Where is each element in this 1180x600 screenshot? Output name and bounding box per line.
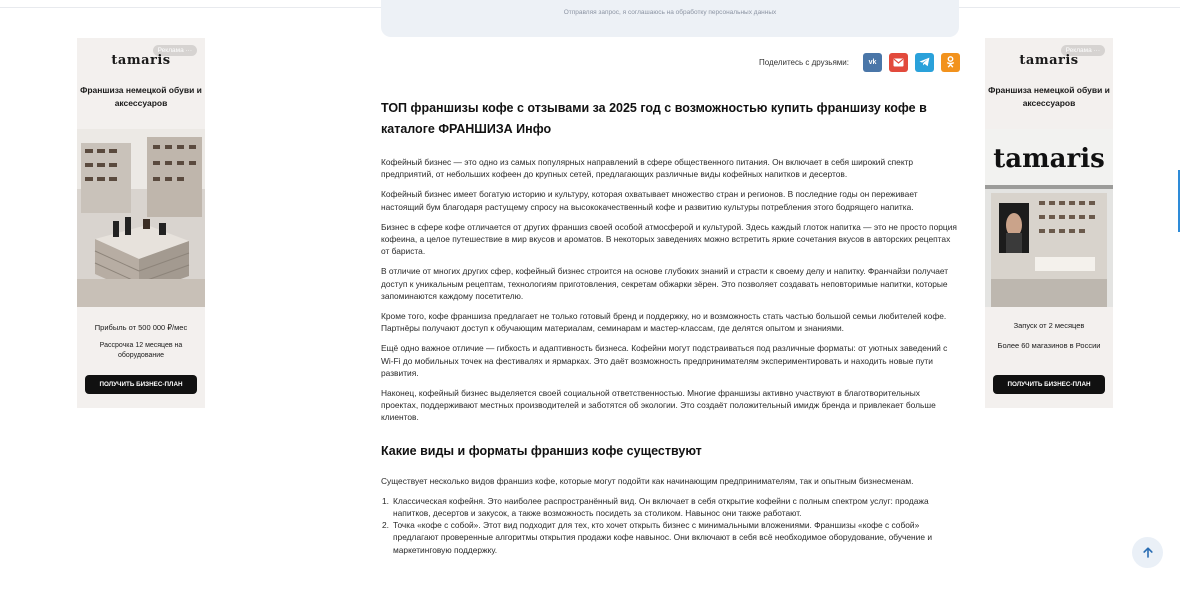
ad-profit-text: Прибыль от 500 000 ₽/мес xyxy=(94,323,188,332)
ad-stores-text: Более 60 магазинов в России xyxy=(997,341,1101,350)
article-paragraph: Наконец, кофейный бизнес выделяется своей социальной ответственностью. Многие франшизы активно участвуют в благотворительных проектах, поддерживают местных производителей и заботятся об экологии. Это создаёт положительный имидж бренда и привлекает больше клиентов. xyxy=(381,388,936,423)
storefront-photo xyxy=(985,129,1113,307)
formats-list xyxy=(381,495,959,556)
ad-label: Реклама ··· xyxy=(153,45,197,56)
ad-launch-text: Запуск от 2 месяцев xyxy=(1013,321,1085,330)
article-paragraph: Кофейный бизнес — это одно из самых популярных направлений в сфере общественного питания. Он включает в себя широкий спектр предприятий, от небольших кофеен до крупных сетей, предлагающих различные виды кофейных напитков и десертов. xyxy=(381,157,914,180)
share-label: Поделитесь с друзьями: xyxy=(758,57,849,67)
section-intro: Существует несколько видов франшиз кофе, которые могут подойти как начинающим предпринимателям, так и опытным бизнесменам. xyxy=(381,475,914,486)
consent-text: Отправляя запрос, я соглашаюсь на обработку персональных данных xyxy=(563,9,777,16)
ad-label: Реклама ··· xyxy=(1061,45,1105,56)
article-paragraph: Кофейный бизнес имеет богатую историю и культуру, которая охватывает множество стран и регионов. В последние годы он переживает настоящий бум благодаря растущему спросу на высококачественный кофе и развитию культуры потребления этого бодрящего напитка. xyxy=(381,189,918,212)
share-ok-button[interactable] xyxy=(941,53,960,72)
article-paragraph: Бизнес в сфере кофе отличается от других франшиз своей особой атмосферой и культурой. Здесь каждый глоток напитка — это не просто порция кофеина, а целое путешествие в мир вкусов и ароматов. В некоторых заведениях можно встретить яркие сочетания вкусов в авторских рецептах от бариста. xyxy=(381,221,957,257)
list-item-text: Точка «кофе с собой». Этот вид подходит для тех, кто хочет открыть бизнес с минимальными вложениями. Франшизы «кофе с собой» предлагают проверенные алгоритмы открытия продажи кофе навынос. Они включают в себя всё необходимое оборудование, обучение и маркетинговую поддержку. xyxy=(393,520,933,555)
get-business-plan-button[interactable]: ПОЛУЧИТЬ БИЗНЕС-ПЛАН xyxy=(993,375,1105,394)
article-paragraph: Ещё одно важное отличие — гибкость и адаптивность бизнеса. Кофейни могут подстраиваться под различные форматы: от уютных заведений с Wi-Fi до мобильных точек на фестивалях и ярмарках. Это даёт возможность предпринимателям экспериментировать и находить новые пути развития. xyxy=(381,343,948,378)
article-paragraph: В отличие от многих других сфер, кофейный бизнес строится на основе глубоких знаний и страсти к своему делу и напитку. Франчайзи получает доступ к уникальным рецептам, технологиям приготовления, секретам обжарки зёрен. Это позволяет создавать неповторимые напитки, которые запоминаются каждому посетителю. xyxy=(381,266,949,301)
list-item-text: Классическая кофейня. Это наиболее распространённый вид. Он включает в себя открытие кофейни с полным спектром услуг: продажа напитков, десертов и закусок, а также возможность посидеть за столиком. Навынос они также работают. xyxy=(393,495,929,519)
article xyxy=(381,98,959,556)
scroll-to-top-button[interactable] xyxy=(1132,537,1163,568)
share-bar xyxy=(640,52,960,72)
ok-icon xyxy=(946,56,955,68)
telegram-icon xyxy=(919,57,930,67)
section-heading: Какие виды и форматы франшиз кофе существуют xyxy=(381,443,702,458)
list-item xyxy=(381,495,959,519)
arrow-up-icon xyxy=(1143,547,1153,558)
share-telegram-button[interactable] xyxy=(915,53,934,72)
get-business-plan-button[interactable]: ПОЛУЧИТЬ БИЗНЕС-ПЛАН xyxy=(85,375,197,394)
list-item-number: 1. xyxy=(382,495,389,506)
share-mail-button[interactable] xyxy=(889,53,908,72)
list-item-number: 2. xyxy=(382,520,389,531)
brand-logo: tamaris xyxy=(1019,53,1079,68)
mail-icon xyxy=(893,58,904,67)
article-title: ТОП франшизы кофе с отзывами за 2025 год с возможностью купить франшизу кофе в каталоге ФРАНШИЗА Инфо xyxy=(381,101,927,136)
ad-headline: Франшиза немецкой обуви и аксессуаров xyxy=(80,85,202,108)
consent-box xyxy=(381,0,959,37)
ad-installment-text: Рассрочка 12 месяцев на оборудование xyxy=(99,342,183,359)
vk-icon: vk xyxy=(868,58,877,66)
store-interior-photo xyxy=(77,129,205,307)
storefront-sign: tamaris xyxy=(993,144,1105,174)
ad-headline: Франшиза немецкой обуви и аксессуаров xyxy=(988,85,1110,108)
list-item xyxy=(381,519,959,556)
article-paragraph: Кроме того, кофе франшиза предлагает не только готовый бренд и поддержку, но и возможность стать частью большой семьи любителей кофе. Партнёры получают доступ к обучающим материалам, семинарам и мастер-классам, где делятся опытом и знаниями. xyxy=(381,311,947,334)
share-vk-button[interactable] xyxy=(863,53,882,72)
ad-banner-right[interactable] xyxy=(985,38,1113,408)
ad-banner-left[interactable] xyxy=(77,38,205,408)
brand-logo: tamaris xyxy=(111,53,171,68)
